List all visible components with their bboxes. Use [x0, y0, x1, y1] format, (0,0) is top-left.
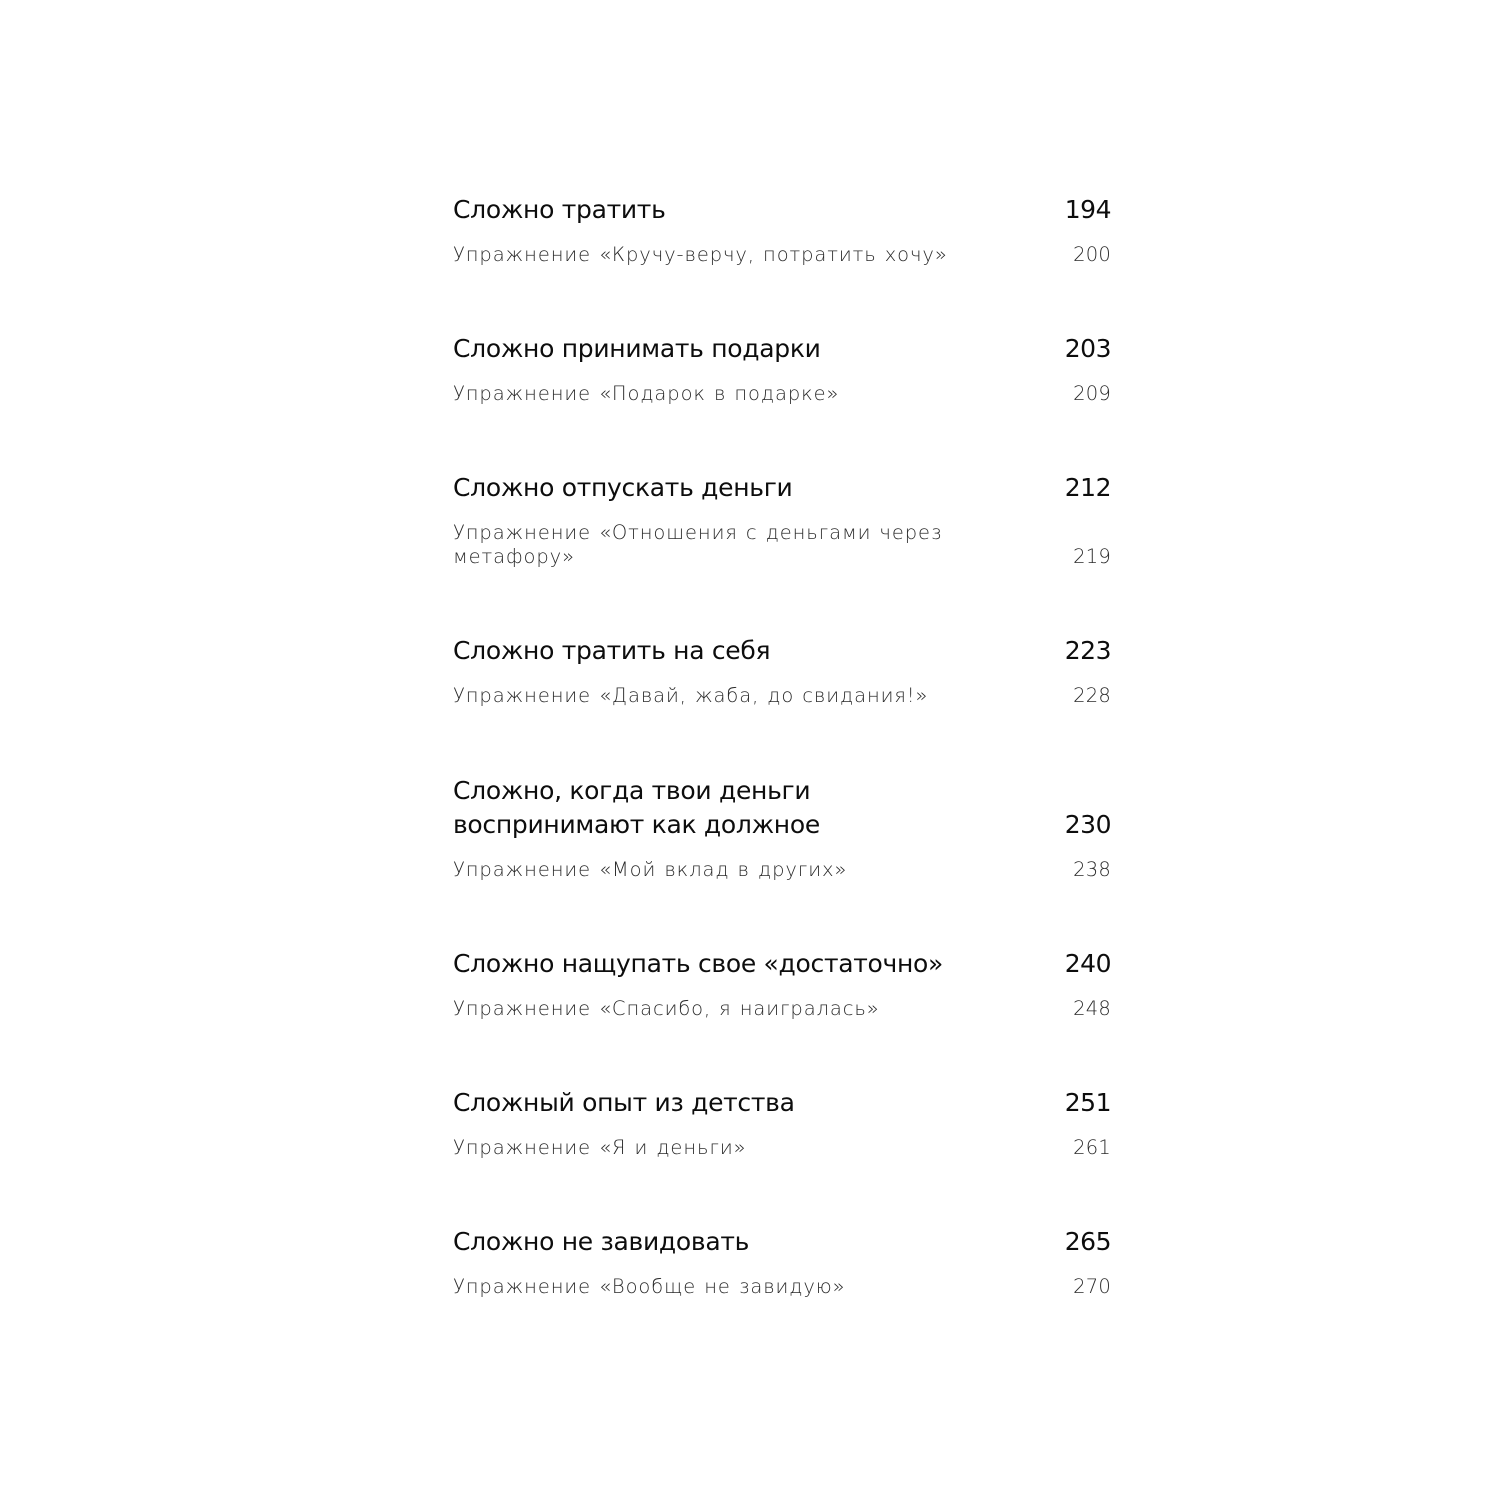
exercise-row[interactable] — [453, 382, 1111, 406]
exercise-row[interactable] — [453, 243, 1111, 267]
chapter-row[interactable] — [453, 634, 1111, 668]
exercise-row[interactable] — [453, 997, 1111, 1021]
chapter-title: Сложно тратить — [453, 195, 666, 224]
table-of-contents — [453, 193, 1111, 1299]
chapter-row[interactable] — [453, 774, 1111, 842]
exercise-page-number: 200 — [1073, 243, 1111, 266]
chapter-title: Сложно нащупать свое «достаточно» — [453, 949, 944, 978]
exercise-page-number: 219 — [1073, 545, 1111, 568]
chapter-title: Сложно отпускать деньги — [453, 473, 793, 502]
exercise-row[interactable] — [453, 521, 1111, 569]
chapter-row[interactable] — [453, 1225, 1111, 1259]
exercise-row[interactable] — [453, 858, 1111, 882]
chapter-page-number: 212 — [1064, 473, 1111, 502]
chapter-title: Сложный опыт из детства — [453, 1088, 795, 1117]
exercise-title: Упражнение «Я и деньги» — [453, 1136, 747, 1159]
chapter-title: Сложно принимать подарки — [453, 334, 821, 363]
chapter-title: Сложно не завидовать — [453, 1227, 750, 1256]
chapter-page-number: 230 — [1064, 810, 1111, 839]
chapter-page-number: 203 — [1064, 334, 1111, 363]
exercise-page-number: 238 — [1073, 858, 1111, 881]
exercise-title: Упражнение «Вообще не завидую» — [453, 1275, 846, 1298]
toc-entry — [453, 774, 1111, 882]
exercise-row[interactable] — [453, 1136, 1111, 1160]
exercise-title: Упражнение «Спасибо, я наигралась» — [453, 997, 880, 1020]
exercise-title: Упражнение «Давай, жаба, до свидания!» — [453, 684, 929, 707]
chapter-row[interactable] — [453, 947, 1111, 981]
chapter-title: Сложно тратить на себя — [453, 636, 771, 665]
exercise-page-number: 209 — [1073, 382, 1111, 405]
chapter-row[interactable] — [453, 1086, 1111, 1120]
toc-entry — [453, 634, 1111, 708]
exercise-page-number: 248 — [1073, 997, 1111, 1020]
exercise-title: Упражнение «Отношения с деньгами через метафору» — [453, 521, 943, 568]
exercise-page-number: 261 — [1073, 1136, 1111, 1159]
toc-entry — [453, 1225, 1111, 1299]
chapter-page-number: 265 — [1064, 1227, 1111, 1256]
exercise-row[interactable] — [453, 684, 1111, 708]
exercise-title: Упражнение «Кручу-верчу, потратить хочу» — [453, 243, 948, 266]
exercise-row[interactable] — [453, 1275, 1111, 1299]
chapter-row[interactable] — [453, 193, 1111, 227]
toc-entry — [453, 332, 1111, 406]
chapter-page-number: 251 — [1064, 1088, 1111, 1117]
chapter-page-number: 223 — [1064, 636, 1111, 665]
chapter-page-number: 240 — [1064, 949, 1111, 978]
toc-entry — [453, 1086, 1111, 1160]
toc-entry — [453, 947, 1111, 1021]
exercise-page-number: 228 — [1073, 684, 1111, 707]
chapter-title: Сложно, когда твои деньги воспринимают как должное — [453, 776, 820, 839]
chapter-row[interactable] — [453, 471, 1111, 505]
chapter-page-number: 194 — [1064, 195, 1111, 224]
chapter-row[interactable] — [453, 332, 1111, 366]
exercise-title: Упражнение «Мой вклад в других» — [453, 858, 848, 881]
toc-entry — [453, 193, 1111, 267]
exercise-page-number: 270 — [1073, 1275, 1111, 1298]
exercise-title: Упражнение «Подарок в подарке» — [453, 382, 840, 405]
toc-entry — [453, 471, 1111, 569]
